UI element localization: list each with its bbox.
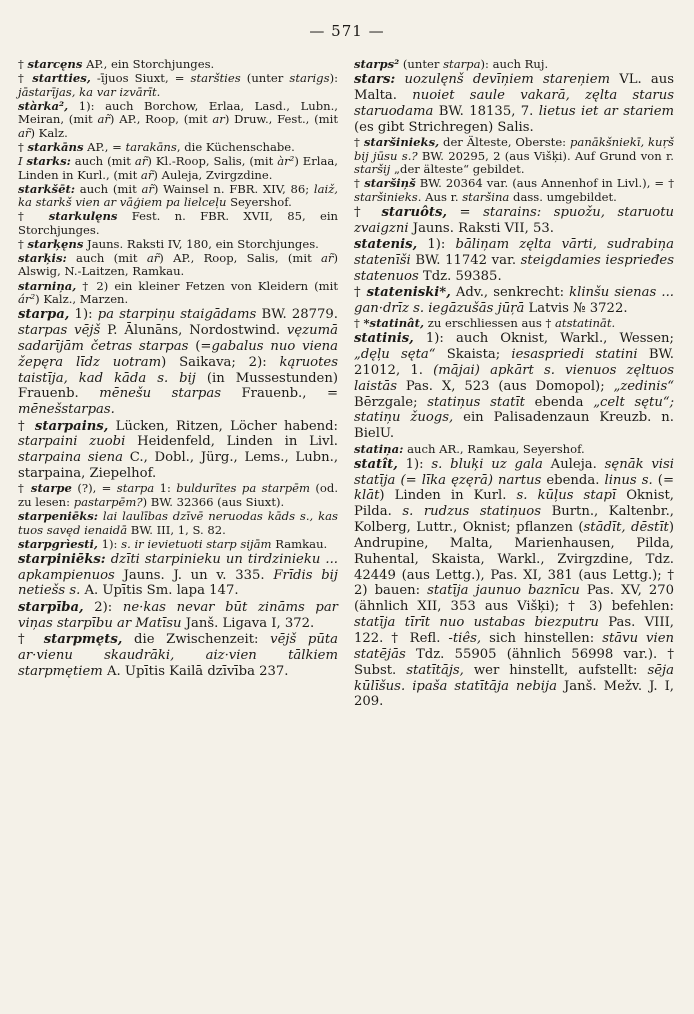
headword: starks:	[26, 153, 71, 168]
plain-text: †	[18, 631, 44, 647]
italic-text: nuoiet saule vakarā, zęlta starus staruodama	[354, 87, 674, 119]
plain-text: , die Küchenschabe.	[176, 139, 295, 154]
plain-text: (od. zu lesen:	[18, 481, 338, 509]
italic-text: starains: spuožu, staruotu zvaigzni	[354, 204, 675, 236]
dictionary-entry	[18, 538, 338, 552]
dictionary-entry	[18, 183, 338, 210]
italic-text: „zedinis“	[613, 378, 674, 394]
headword: statiņa:	[354, 441, 404, 456]
italic-text: mēnešstarpas.	[18, 402, 115, 418]
plain-text: auch (mit	[70, 153, 135, 168]
dictionary-entry	[18, 307, 338, 418]
plain-text: †	[354, 284, 367, 300]
plain-text: Jauns. J. un v. 335.	[114, 567, 274, 583]
italic-text: steigdamies iesprieđes statenuos	[354, 252, 674, 284]
plain-text: Ramkau.	[271, 536, 328, 551]
headword: starpiniēks:	[18, 551, 106, 567]
plain-text: -ījuos Siuxt, =	[90, 71, 191, 86]
plain-text: BW. 28779.	[256, 307, 338, 323]
dictionary-entry	[354, 285, 674, 317]
italic-text: linus s.	[604, 472, 653, 488]
italic-text: staršina	[462, 189, 510, 204]
italic-text: ar̃	[140, 167, 154, 182]
plain-text: ) Wainsel n. FBR. XIV, 86;	[153, 181, 314, 196]
italic-text: buldurītes pa starpēm	[176, 481, 310, 496]
plain-text: BW. 18135, 7.	[433, 103, 539, 119]
plain-text: Latvis № 3722.	[524, 300, 628, 316]
italic-text: s. ir ievietuoti starp sijām	[121, 536, 272, 551]
headword: starķis:	[18, 250, 67, 265]
dictionary-entry	[18, 552, 338, 600]
dictionary-entry	[18, 58, 338, 72]
headword: starniņa,	[18, 278, 77, 293]
plain-text: Janš. Ligava I, 372.	[181, 615, 315, 631]
plain-text: A. Upītis Kailā dzīvība 237.	[102, 663, 289, 679]
dictionary-entry	[18, 210, 338, 237]
italic-text: s. rudzus statiņuos	[402, 504, 542, 520]
dictionary-entry	[18, 141, 338, 155]
plain-text: VL. aus Malta.	[354, 72, 674, 103]
dictionary-entry	[18, 280, 338, 307]
dictionary-entry	[354, 136, 674, 177]
dictionary-entry	[18, 632, 338, 680]
plain-text: zu erschliessen aus †	[424, 316, 555, 331]
italic-text: starpaini zuobi	[18, 434, 126, 450]
plain-text: 1:	[154, 481, 177, 496]
plain-text: Skaista;	[435, 347, 512, 363]
plain-text: ) AP., Roop, Salis, (mit	[159, 250, 322, 265]
headword: staruôts,	[381, 204, 447, 220]
dictionary-entry	[354, 457, 674, 711]
italic-text: bāliņam zęlta vārti, sudrabiņa statenīši	[354, 236, 674, 268]
dictionary-entry	[354, 58, 674, 72]
plain-text: †	[18, 209, 49, 224]
headword: starkāns	[27, 139, 84, 154]
dictionary-entry	[354, 317, 674, 331]
italic-text: starpas vējš	[18, 322, 101, 338]
italic-text: klāt	[354, 488, 380, 504]
italic-text: starigs	[289, 71, 330, 86]
italic-text: „dęļu sęta“	[354, 347, 436, 363]
plain-text: †	[354, 134, 364, 149]
plain-text: AP., =	[83, 139, 126, 154]
plain-text: ):	[329, 71, 338, 86]
plain-text: ebenda.	[541, 472, 605, 488]
italic-text: panākšniekī, kuŗš bij jūsu s.?	[354, 134, 674, 163]
plain-text: ein Palisadenzaun Kreuzb. n. BielU.	[354, 410, 674, 442]
dictionary-entry	[18, 252, 338, 279]
italic-text: ar	[212, 112, 225, 127]
plain-text: BW. 20364 var. (aus Annenhof in Livl.), = †	[415, 176, 675, 191]
italic-text: gabalus nuo viena žepęra līdz uotram	[18, 338, 338, 370]
page-number: — 571 —	[309, 22, 385, 40]
plain-text: Heidenfeld, Linden in Livl.	[125, 434, 338, 450]
italic-text: sęnāk visi statīja (= līka ęzęrā) nartus	[354, 456, 674, 488]
plain-text: Pas. VIII, 122. † Refl.	[354, 615, 674, 646]
plain-text: ) Kalz., Marzen.	[35, 292, 129, 307]
dictionary-entry	[18, 155, 338, 182]
dictionary-entry	[18, 238, 338, 252]
dictionary-entry	[18, 419, 338, 482]
dictionary-entry	[18, 510, 338, 537]
plain-text: ) Saikava; 2):	[161, 354, 280, 370]
italic-text: s. bluķi uz gala	[431, 456, 543, 472]
plain-text: †	[18, 139, 28, 154]
dictionary-entry	[354, 72, 674, 135]
italic-text: ar̃	[141, 181, 154, 196]
headword: starkšēt:	[18, 181, 76, 196]
plain-text: Burtn., Kaltenbr., Kolberg, Luttr., Oknist; pflanzen (	[354, 504, 674, 536]
plain-text: Lücken, Ritzen, Löcher habend:	[108, 418, 338, 434]
italic-text: staršinieks.	[354, 189, 422, 204]
headword: starpe	[30, 481, 72, 496]
headword: statenis,	[354, 236, 418, 252]
italic-text: statīja jaunuo baznīcu	[427, 583, 580, 599]
italic-text: dzīti starpinieku un tirdzinieku ... apkampienuos	[18, 551, 338, 583]
plain-text: 1):	[397, 456, 432, 472]
dictionary-entry	[18, 482, 338, 509]
plain-text: BW. 20295, 2 (aus Višķi). Auf Grund von r.	[417, 148, 674, 163]
left-column	[18, 58, 338, 680]
italic-text: mēnešu starpas	[99, 386, 221, 402]
plain-text: wer hinstellt, aufstellt:	[463, 662, 648, 678]
plain-text: (es gibt Strichregen) Salis.	[354, 119, 534, 135]
plain-text: BW. 21012, 1.	[354, 347, 674, 378]
plain-text: Adv., senkrecht:	[450, 284, 570, 300]
italic-text: starpaina siena	[18, 450, 124, 466]
italic-text: tarakāns	[125, 139, 177, 154]
plain-text: 1): auch Oknist, Warkl., Wessen;	[413, 331, 674, 347]
plain-text: †	[18, 57, 28, 71]
plain-text: auch (mit	[66, 250, 147, 265]
italic-text: stāvu vien statējās	[354, 630, 674, 662]
italic-text: staršties	[190, 71, 241, 86]
plain-text: C., Dobl., Jürg., Lems., Lubn., starpaina, Ziepelhof.	[18, 450, 339, 482]
italic-text: sēja kūlīšus. ipaša statītāja nebija	[354, 662, 675, 694]
plain-text: auch (mit	[75, 181, 142, 196]
italic-text: iesaspriedi statini	[511, 347, 638, 363]
plain-text: =	[447, 204, 484, 220]
plain-text: ) Erlaa, Linden in Kurl., (mit	[18, 153, 338, 182]
plain-text: ) BW. 32366 (aus Siuxt).	[142, 494, 285, 509]
plain-text: ) AP., Roop, (mit	[109, 112, 213, 127]
italic-text: uozulęnš devīņiem stareņiem	[404, 72, 611, 88]
italic-text: klinšu sienas ... gan·drīz s. iegāzušās jūŗā	[354, 284, 674, 316]
dictionary-entry	[18, 100, 338, 141]
plain-text: Jauns. Raksti IV, 180, ein Storchjunges.	[83, 236, 319, 251]
plain-text: Tdz. 55905 (ähnlich 56998 var.). † Subst.	[354, 646, 674, 678]
headword: staršiņš	[364, 176, 416, 191]
plain-text: 1):	[69, 307, 98, 323]
headword: staršinieks,	[363, 134, 440, 149]
plain-text: ) Druw., Fest., (mit	[224, 112, 338, 127]
headword: statît,	[354, 456, 398, 472]
plain-text: die Zwischenzeit:	[122, 631, 271, 647]
plain-text: BW. III, 1, S. 82.	[127, 522, 226, 537]
plain-text: †	[18, 418, 35, 434]
headword: starps²	[354, 57, 400, 71]
italic-text: vęzumā sadarījām četras starpas	[18, 322, 338, 354]
plain-text: sich hinstellen:	[481, 630, 603, 646]
plain-text: Auleja.	[542, 456, 605, 472]
plain-text: †	[354, 204, 382, 220]
headword: startties,	[32, 71, 91, 86]
italic-text: statīja tīrīt nuo ustabas biezputru	[354, 615, 599, 631]
italic-text: statiņus statīt	[427, 394, 525, 410]
italic-text: I	[18, 153, 23, 168]
plain-text: †	[18, 481, 31, 496]
italic-text: ár²	[18, 292, 36, 307]
plain-text: 1):	[97, 536, 122, 551]
right-column	[354, 58, 674, 711]
plain-text: †	[354, 176, 365, 191]
headword: starpains,	[34, 418, 109, 434]
italic-text: -tiês,	[448, 630, 482, 646]
plain-text: †	[18, 71, 33, 86]
plain-text: ) Alswig, N.-Laitzen, Ramkau.	[18, 250, 339, 279]
plain-text: (?), =	[71, 481, 117, 496]
dictionary-entry	[354, 443, 674, 457]
italic-text: ar̃	[134, 153, 148, 168]
plain-text: Pas. XV, 270 (ähnlich XII, 353 aus Višķi); † 3) befehlen:	[354, 583, 674, 615]
plain-text: (unter	[399, 57, 444, 71]
italic-text: ar̃	[146, 250, 160, 265]
dictionary-entry	[354, 331, 674, 442]
italic-text: lietus iet ar stariem	[538, 103, 675, 119]
headword: starpa,	[18, 307, 70, 323]
headword: starķęns	[27, 236, 84, 251]
headword: starpeniēks:	[18, 509, 99, 524]
italic-text: (mājai) apkārt s. vienuos zęltuos laistās	[354, 362, 674, 394]
plain-text: (=	[188, 338, 212, 354]
headword: *statinât,	[363, 316, 425, 331]
plain-text: 1): auch Borchow, Erlaa, Lasd., Lubn., Meiran, (mit	[18, 98, 338, 127]
plain-text: AP., ein Storchjunges.	[82, 57, 215, 71]
plain-text: Bērzgale;	[354, 394, 428, 410]
plain-text: (in Mussestunden) Frauenb.	[18, 370, 338, 402]
italic-text: Frīdis bij netiešs s.	[18, 567, 338, 599]
plain-text: ): auch Ruj.	[480, 57, 549, 71]
italic-text: ar̃	[97, 112, 110, 127]
dictionary-entry	[18, 600, 338, 632]
plain-text: Seyershof.	[226, 195, 292, 210]
plain-text: ) Linden in Kurl.	[379, 488, 517, 504]
dictionary-entry	[354, 177, 674, 204]
plain-text: (unter	[240, 71, 290, 86]
plain-text: der Älteste, Oberste:	[439, 134, 570, 149]
plain-text: ) Kl.-Roop, Salis, (mit	[147, 153, 278, 168]
dictionary-entry	[18, 72, 338, 99]
plain-text: Jauns. Raksti VII, 53.	[408, 220, 554, 236]
italic-text: lai laulības dzīvē neruodas kāds s., kas tuos savęd ienaidā	[18, 509, 338, 537]
plain-text: P. Ālunāns, Nordostwind.	[100, 322, 287, 338]
italic-text: s. kūļus stapī	[516, 488, 617, 504]
italic-text: ar̃	[321, 250, 334, 265]
plain-text: Frauenb., =	[220, 386, 338, 402]
italic-text: vējš pūta ar·vienu skaudrāki, aiz·vien tālkiem starpmętiem	[18, 631, 338, 679]
plain-text: Oknist, Pilda.	[354, 488, 674, 520]
headword: starpmęts,	[43, 631, 123, 647]
italic-text: kąruotes taistīja, kad kāda s. bij	[18, 354, 338, 386]
italic-text: starpa	[116, 481, 155, 496]
italic-text: staršij	[354, 162, 391, 177]
italic-text: „celt sętu“; statiņu žuogs,	[354, 394, 675, 426]
plain-text: ebenda	[524, 394, 594, 410]
plain-text: Tdz. 59385.	[418, 268, 502, 284]
plain-text: ) Andrupine, Malta, Marienhausen, Pilda, Ruhental, Skaista, Warkl., Zvirgzdine, Tdz. 42449 (aus Lettg.), Pas. XI, 381 (aus Lettg.); † 2) bauen:	[354, 520, 674, 599]
italic-text: starpa	[443, 57, 481, 71]
italic-text: pastarpēm?	[73, 494, 143, 509]
italic-text: laiž, ka starkš vien ar vāģiem pa lielceļu	[18, 181, 338, 210]
plain-text: †	[18, 236, 28, 251]
plain-text: 1):	[417, 236, 456, 252]
headword: stàrka²,	[18, 98, 69, 113]
headword: starcęns	[27, 57, 83, 71]
plain-text: A. Upītis Sm. lapa 147.	[80, 583, 239, 599]
plain-text: † 2) ein kleiner Fetzen von Kleidern (mit	[76, 278, 338, 293]
plain-text: Janš. Mežv. J. I, 209.	[354, 678, 674, 710]
plain-text: dass. umgebildet.	[509, 189, 617, 204]
dictionary-entry	[354, 237, 674, 285]
plain-text: BW. 11742 var.	[410, 252, 521, 268]
italic-text: jāstarījas, ka var izvārīt.	[18, 84, 161, 99]
italic-text: statītājs,	[406, 662, 464, 678]
plain-text: Fest. n. FBR. XVII, 85, ein Storchjunges.	[18, 209, 338, 237]
italic-text: ne·kas nevar būt zināms par viņas starpību ar Matīsu	[18, 599, 338, 631]
italic-text: stādīt, dēstīt	[583, 520, 669, 536]
italic-text: ar̃	[18, 125, 31, 140]
plain-text: ) Kalz.	[30, 125, 68, 140]
headword: starkulęns	[48, 209, 118, 224]
italic-text: pa starpiņu staigādams	[97, 307, 257, 323]
italic-text: atstatināt.	[555, 316, 616, 331]
plain-text: †	[354, 316, 364, 331]
plain-text: Aus r.	[421, 189, 463, 204]
plain-text: 2):	[83, 599, 123, 615]
headword: stars:	[354, 72, 396, 88]
headword: statinis,	[354, 331, 414, 347]
plain-text: ) Auleja, Zvirgzdine.	[153, 167, 273, 182]
plain-text: auch AR., Ramkau, Seyershof.	[403, 441, 585, 456]
plain-text: „der älteste“ gebildet.	[390, 162, 525, 177]
plain-text: Pas. X, 523 (aus Domopol);	[397, 378, 614, 394]
italic-text: àr²	[277, 153, 295, 168]
plain-text	[395, 72, 404, 87]
headword: starpība,	[18, 599, 84, 615]
headword: stateniski*,	[366, 284, 451, 300]
plain-text: (=	[652, 472, 674, 488]
dictionary-entry	[354, 205, 674, 237]
headword: starpgrìesti,	[18, 536, 98, 551]
